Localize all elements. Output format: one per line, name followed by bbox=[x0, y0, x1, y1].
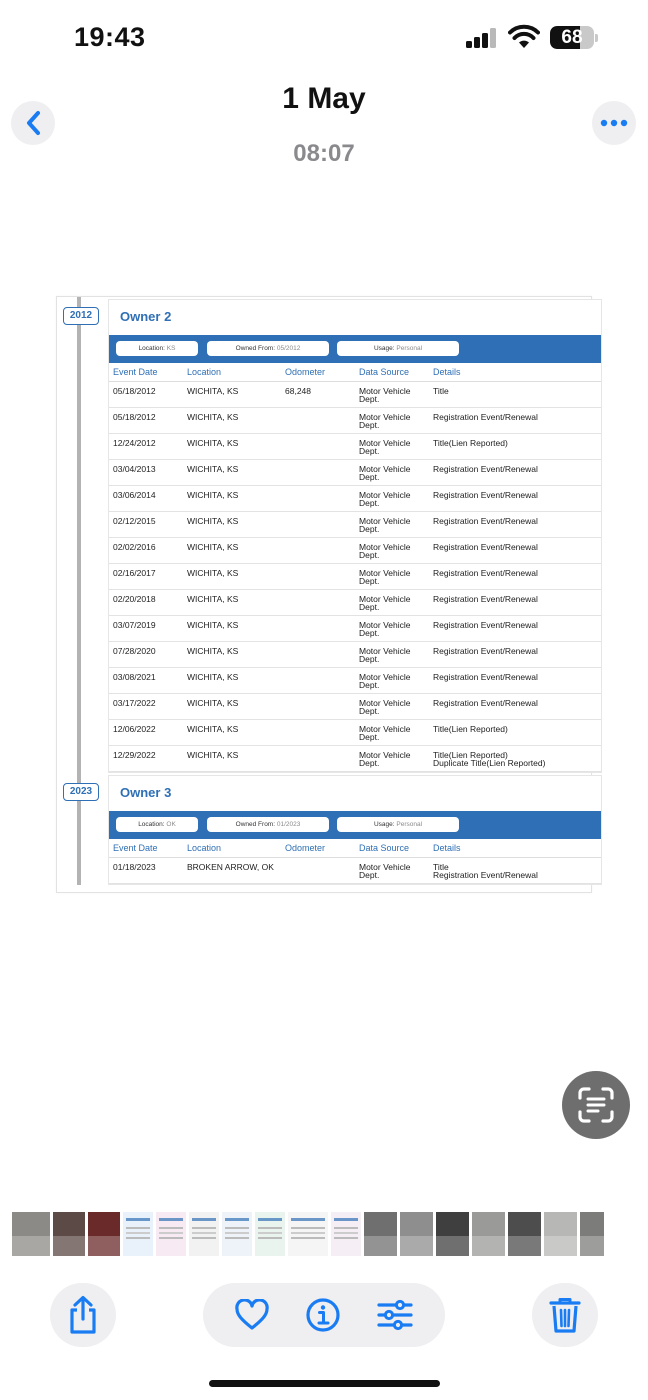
details-cell: Registration Event/Renewal bbox=[433, 516, 538, 526]
location-cell: WICHITA, KS bbox=[187, 412, 239, 422]
details-cell: Registration Event/Renewal bbox=[433, 672, 538, 682]
column-header: Odometer bbox=[285, 367, 326, 377]
table-row bbox=[109, 434, 601, 460]
delete-button[interactable] bbox=[532, 1283, 598, 1347]
location-cell: WICHITA, KS bbox=[187, 646, 239, 656]
event-date-cell: 03/04/2013 bbox=[113, 464, 156, 474]
table-row bbox=[109, 694, 601, 720]
column-header: Odometer bbox=[285, 843, 326, 853]
photo-thumbnail[interactable] bbox=[53, 1212, 85, 1256]
document-thumbnail[interactable] bbox=[255, 1212, 285, 1256]
photo-date: 1 May bbox=[282, 82, 366, 115]
data-source-cell: Motor Vehicle bbox=[359, 698, 411, 708]
wifi-icon bbox=[508, 24, 540, 50]
table-row bbox=[109, 382, 601, 408]
details-cell: Title bbox=[433, 386, 449, 396]
data-source-cell: Motor Vehicle bbox=[359, 594, 411, 604]
document-thumbnail[interactable] bbox=[331, 1212, 361, 1256]
event-date-cell: 03/17/2022 bbox=[113, 698, 156, 708]
details-cell: Registration Event/Renewal bbox=[433, 412, 538, 422]
details-cell: Registration Event/Renewal bbox=[433, 620, 538, 630]
photo-thumbnail[interactable] bbox=[12, 1212, 50, 1256]
data-source-cell: Motor Vehicle bbox=[359, 412, 411, 422]
photo-time: 08:07 bbox=[293, 140, 355, 167]
table-row bbox=[109, 858, 601, 884]
photo-thumbnail[interactable] bbox=[400, 1212, 433, 1256]
details-cell: Title bbox=[433, 862, 449, 872]
table-row bbox=[109, 668, 601, 694]
location-pill: Location: KS bbox=[116, 341, 198, 356]
usage-pill: Usage: Personal bbox=[337, 817, 459, 832]
data-source-cell: Motor Vehicle bbox=[359, 438, 411, 448]
owner-info-bar bbox=[109, 811, 601, 839]
owner-block bbox=[108, 775, 602, 885]
thumbnail-strip[interactable] bbox=[0, 1212, 648, 1256]
event-date-cell: 05/18/2012 bbox=[113, 412, 156, 422]
data-source-cell: Motor Vehicle bbox=[359, 620, 411, 630]
column-header: Location bbox=[187, 843, 222, 853]
location-cell: WICHITA, KS bbox=[187, 542, 239, 552]
location-cell: WICHITA, KS bbox=[187, 464, 239, 474]
table-header bbox=[109, 839, 601, 858]
location-cell: WICHITA, KS bbox=[187, 620, 239, 630]
location-cell: WICHITA, KS bbox=[187, 490, 239, 500]
usage-pill: Usage: Personal bbox=[337, 341, 459, 356]
column-header: Details bbox=[433, 843, 461, 853]
location-cell: WICHITA, KS bbox=[187, 594, 239, 604]
document-thumbnail[interactable] bbox=[222, 1212, 252, 1256]
data-source-cell: Dept. bbox=[359, 394, 380, 404]
cellular-signal-icon bbox=[466, 28, 496, 48]
photo-thumbnail[interactable] bbox=[580, 1212, 604, 1256]
data-source-cell: Dept. bbox=[359, 732, 380, 742]
home-indicator[interactable] bbox=[209, 1380, 440, 1387]
status-bar bbox=[0, 0, 648, 70]
owner-block bbox=[108, 299, 602, 773]
details-cell: Registration Event/Renewal bbox=[433, 594, 538, 604]
heart-icon[interactable] bbox=[234, 1299, 270, 1331]
data-source-cell: Dept. bbox=[359, 472, 380, 482]
event-date-cell: 01/18/2023 bbox=[113, 862, 156, 872]
ellipsis-icon bbox=[600, 119, 628, 127]
column-header: Event Date bbox=[113, 843, 158, 853]
more-options-button[interactable] bbox=[592, 101, 636, 145]
live-text-button[interactable] bbox=[562, 1071, 630, 1139]
year-badge: 2023 bbox=[63, 783, 99, 801]
table-row bbox=[109, 746, 601, 772]
location-pill: Location: OK bbox=[116, 817, 198, 832]
details-cell: Duplicate Title(Lien Reported) bbox=[433, 758, 546, 768]
data-source-cell: Motor Vehicle bbox=[359, 862, 411, 872]
year-badge: 2012 bbox=[63, 307, 99, 325]
table-row bbox=[109, 512, 601, 538]
column-header: Location bbox=[187, 367, 222, 377]
odometer-cell: 68,248 bbox=[285, 386, 311, 396]
info-icon[interactable] bbox=[305, 1297, 341, 1333]
data-source-cell: Motor Vehicle bbox=[359, 646, 411, 656]
adjustments-icon[interactable] bbox=[376, 1299, 414, 1331]
location-cell: WICHITA, KS bbox=[187, 750, 239, 760]
live-text-scan-icon bbox=[576, 1085, 616, 1125]
data-source-cell: Dept. bbox=[359, 498, 380, 508]
photo-thumbnail[interactable] bbox=[508, 1212, 541, 1256]
share-button[interactable] bbox=[50, 1283, 116, 1347]
data-source-cell: Motor Vehicle bbox=[359, 542, 411, 552]
document-thumbnail[interactable] bbox=[189, 1212, 219, 1256]
data-source-cell: Dept. bbox=[359, 628, 380, 638]
event-date-cell: 12/06/2022 bbox=[113, 724, 156, 734]
owned-from-pill: Owned From: 05/2012 bbox=[207, 341, 329, 356]
photo-viewer-image[interactable] bbox=[56, 296, 592, 893]
data-source-cell: Dept. bbox=[359, 420, 380, 430]
owned-from-pill: Owned From: 01/2023 bbox=[207, 817, 329, 832]
data-source-cell: Dept. bbox=[359, 870, 380, 880]
status-time: 19:43 bbox=[74, 22, 146, 52]
data-source-cell: Dept. bbox=[359, 446, 380, 456]
details-cell: Registration Event/Renewal bbox=[433, 490, 538, 500]
photo-thumbnail[interactable] bbox=[544, 1212, 577, 1256]
data-source-cell: Motor Vehicle bbox=[359, 672, 411, 682]
column-header: Event Date bbox=[113, 367, 158, 377]
data-source-cell: Dept. bbox=[359, 524, 380, 534]
details-cell: Registration Event/Renewal bbox=[433, 698, 538, 708]
location-cell: BROKEN ARROW, OK bbox=[187, 862, 274, 872]
details-cell: Registration Event/Renewal bbox=[433, 568, 538, 578]
details-cell: Registration Event/Renewal bbox=[433, 464, 538, 474]
owner-info-bar bbox=[109, 335, 601, 363]
details-cell: Registration Event/Renewal bbox=[433, 646, 538, 656]
data-source-cell: Dept. bbox=[359, 576, 380, 586]
data-source-cell: Dept. bbox=[359, 550, 380, 560]
table-row bbox=[109, 408, 601, 434]
table-row bbox=[109, 460, 601, 486]
location-cell: WICHITA, KS bbox=[187, 672, 239, 682]
table-row bbox=[109, 616, 601, 642]
column-header: Data Source bbox=[359, 367, 410, 377]
column-header: Details bbox=[433, 367, 461, 377]
document-thumbnail[interactable] bbox=[123, 1212, 153, 1256]
location-cell: WICHITA, KS bbox=[187, 386, 239, 396]
data-source-cell: Dept. bbox=[359, 706, 380, 716]
photo-thumbnail[interactable] bbox=[88, 1212, 120, 1256]
table-row bbox=[109, 720, 601, 746]
location-cell: WICHITA, KS bbox=[187, 516, 239, 526]
photo-thumbnail[interactable] bbox=[364, 1212, 397, 1256]
location-cell: WICHITA, KS bbox=[187, 698, 239, 708]
event-date-cell: 12/29/2022 bbox=[113, 750, 156, 760]
column-header: Data Source bbox=[359, 843, 410, 853]
data-source-cell: Dept. bbox=[359, 602, 380, 612]
data-source-cell: Dept. bbox=[359, 758, 380, 768]
data-source-cell: Motor Vehicle bbox=[359, 386, 411, 396]
event-date-cell: 02/12/2015 bbox=[113, 516, 156, 526]
data-source-cell: Dept. bbox=[359, 680, 380, 690]
document-thumbnail[interactable] bbox=[288, 1212, 328, 1256]
event-date-cell: 02/16/2017 bbox=[113, 568, 156, 578]
table-header bbox=[109, 363, 601, 382]
trash-icon bbox=[549, 1296, 581, 1334]
details-cell: Registration Event/Renewal bbox=[433, 870, 538, 880]
owner-title: Owner 3 bbox=[120, 785, 172, 800]
data-source-cell: Motor Vehicle bbox=[359, 750, 411, 760]
table-row bbox=[109, 564, 601, 590]
location-cell: WICHITA, KS bbox=[187, 724, 239, 734]
details-cell: Title(Lien Reported) bbox=[433, 724, 508, 734]
owner-title: Owner 2 bbox=[120, 309, 172, 324]
event-date-cell: 12/24/2012 bbox=[113, 438, 156, 448]
event-date-cell: 03/08/2021 bbox=[113, 672, 156, 682]
data-source-cell: Motor Vehicle bbox=[359, 568, 411, 578]
battery-icon bbox=[550, 26, 598, 49]
event-date-cell: 05/18/2012 bbox=[113, 386, 156, 396]
share-icon bbox=[66, 1295, 100, 1335]
table-row bbox=[109, 538, 601, 564]
event-date-cell: 03/07/2019 bbox=[113, 620, 156, 630]
data-source-cell: Motor Vehicle bbox=[359, 724, 411, 734]
location-cell: WICHITA, KS bbox=[187, 568, 239, 578]
photo-actions-group bbox=[203, 1283, 445, 1347]
details-cell: Registration Event/Renewal bbox=[433, 542, 538, 552]
table-row bbox=[109, 642, 601, 668]
data-source-cell: Motor Vehicle bbox=[359, 490, 411, 500]
event-date-cell: 03/06/2014 bbox=[113, 490, 156, 500]
battery-level: 68 bbox=[561, 27, 583, 48]
event-date-cell: 02/20/2018 bbox=[113, 594, 156, 604]
photo-thumbnail[interactable] bbox=[436, 1212, 469, 1256]
location-cell: WICHITA, KS bbox=[187, 438, 239, 448]
details-cell: Title(Lien Reported) bbox=[433, 438, 508, 448]
table-row bbox=[109, 590, 601, 616]
document-thumbnail[interactable] bbox=[156, 1212, 186, 1256]
data-source-cell: Dept. bbox=[359, 654, 380, 664]
details-cell: Title(Lien Reported) bbox=[433, 750, 508, 760]
event-date-cell: 02/02/2016 bbox=[113, 542, 156, 552]
event-date-cell: 07/28/2020 bbox=[113, 646, 156, 656]
table-row bbox=[109, 486, 601, 512]
data-source-cell: Motor Vehicle bbox=[359, 516, 411, 526]
data-source-cell: Motor Vehicle bbox=[359, 464, 411, 474]
photo-thumbnail[interactable] bbox=[472, 1212, 505, 1256]
